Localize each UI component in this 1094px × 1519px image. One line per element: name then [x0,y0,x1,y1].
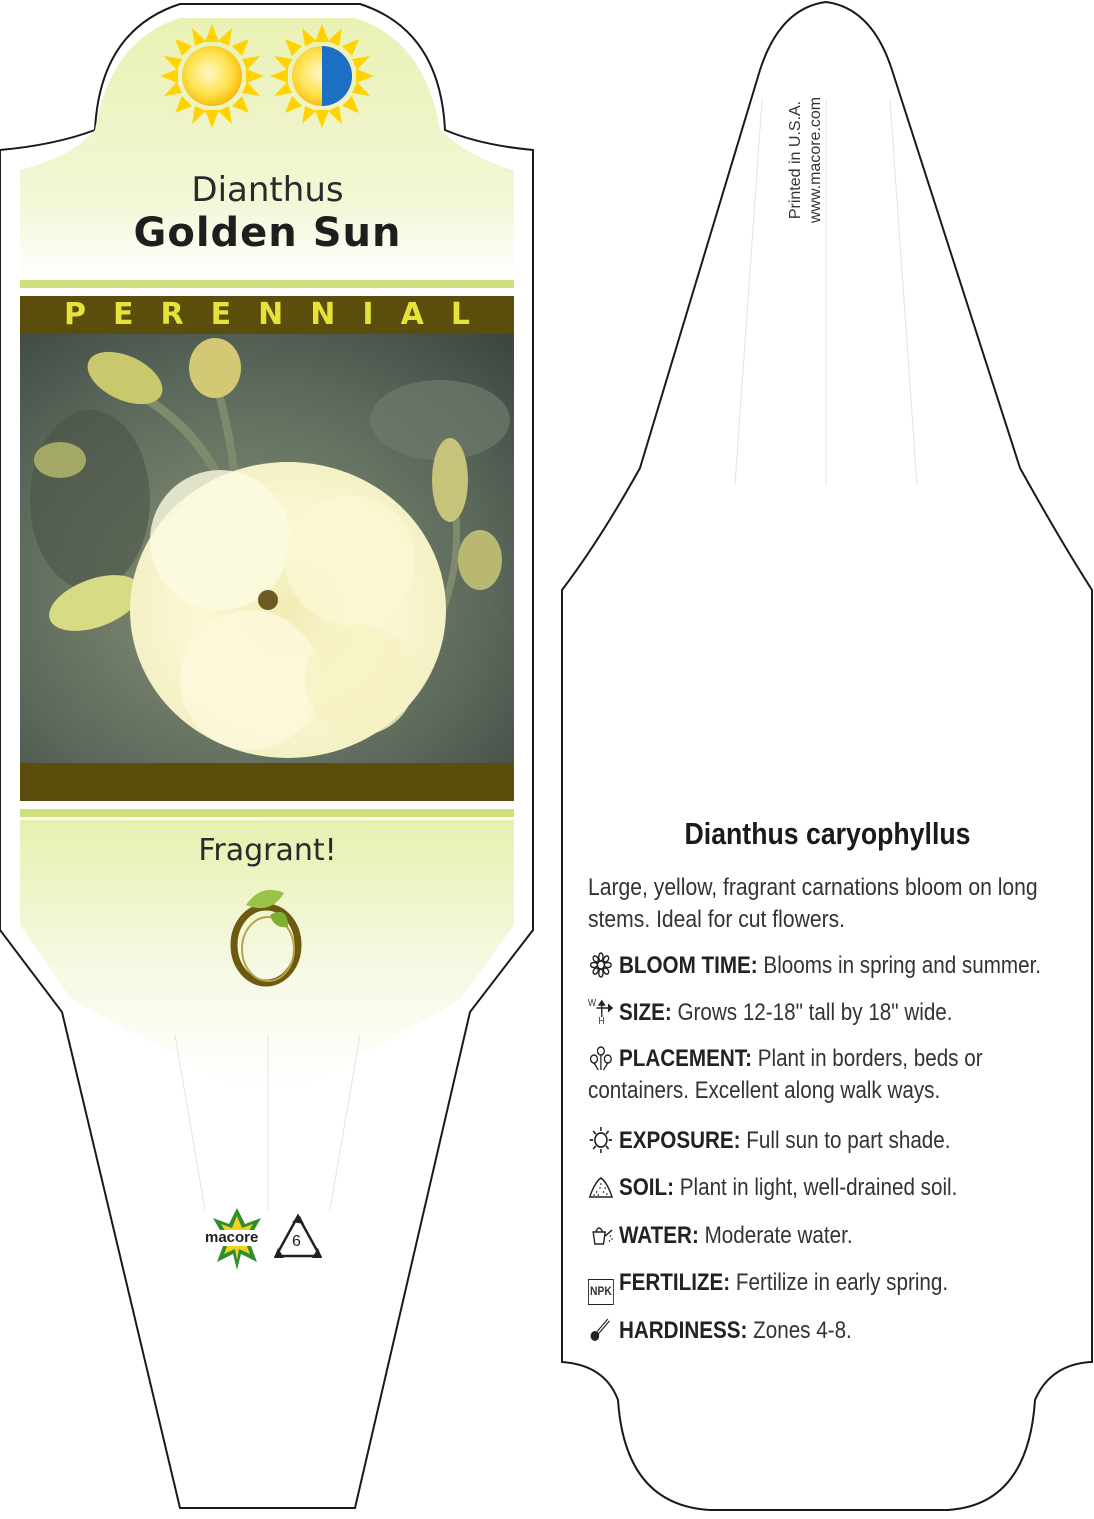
care-exposure [588,1125,1070,1157]
flowers-placement-icon [588,1045,614,1071]
care-text: Full sun to part shade. [740,1127,951,1154]
care-bloom-time [588,950,1070,982]
care-text: Moderate water. [698,1222,853,1249]
category-letter: P [64,297,86,332]
care-label: BLOOM TIME: [618,952,758,979]
care-text: Plant in borders, beds or containers. Excellent along walk ways. [588,1045,983,1104]
care-label: SOIL: [618,1174,674,1201]
care-soil [588,1172,1070,1204]
care-text: Plant in light, well-drained soil. [674,1174,958,1201]
sun-outline-icon [588,1127,614,1153]
care-label: WATER: [618,1222,699,1249]
part-sun-icon [270,24,374,128]
npk-icon: NPK [588,1279,614,1305]
full-sun-icon [160,24,264,128]
category-letter: N [310,297,336,332]
flower-icon [588,952,614,978]
plant-description: Large, yellow, fragrant carnations bloom on long stems. Ideal for cut flowers. [588,874,1038,933]
feature-text: Fragrant! [198,833,337,868]
botanical-name: Dianthus caryophyllus [684,816,971,851]
care-label: FERTILIZE: [618,1269,731,1296]
care-placement [588,1043,1070,1107]
brand-name: macore [205,1229,259,1246]
category-banner [20,296,514,334]
category-letter: N [258,297,284,332]
soil-pile-icon [588,1174,614,1200]
recycle-code: 6 [292,1233,301,1250]
website: www.macore.com [807,96,824,224]
care-hardiness [588,1315,1070,1347]
thermometer-icon [588,1317,614,1343]
category-letter: L [450,297,470,332]
plant-cultivar: Golden Sun [133,210,402,256]
category-letter: E [113,297,134,332]
care-label: EXPOSURE: [618,1127,741,1154]
category-letter: I [362,297,374,332]
printed-country: Printed in U.S.A. [787,100,804,220]
flower-photo [20,334,514,763]
care-size [588,997,1070,1029]
care-text: Zones 4-8. [747,1317,852,1344]
care-fertilize [588,1267,1070,1305]
care-water [588,1220,1070,1252]
care-label: SIZE: [618,999,672,1026]
printed-notice [786,70,826,250]
size-arrows-icon [588,999,614,1025]
watering-can-icon [588,1222,614,1248]
category-letter: A [400,297,424,332]
category-letter: R [160,297,184,332]
care-label: HARDINESS: [618,1317,748,1344]
care-text: Fertilize in early spring. [730,1269,949,1296]
size-icon-h: H [598,1016,605,1027]
category-letter: E [210,297,232,332]
care-text: Blooms in spring and summer. [757,952,1042,979]
care-label: PLACEMENT: [618,1045,752,1072]
care-text: Grows 12-18" tall by 18" wide. [671,999,953,1026]
size-icon-w: W [588,998,597,1009]
plant-genus: Dianthus [191,170,344,210]
